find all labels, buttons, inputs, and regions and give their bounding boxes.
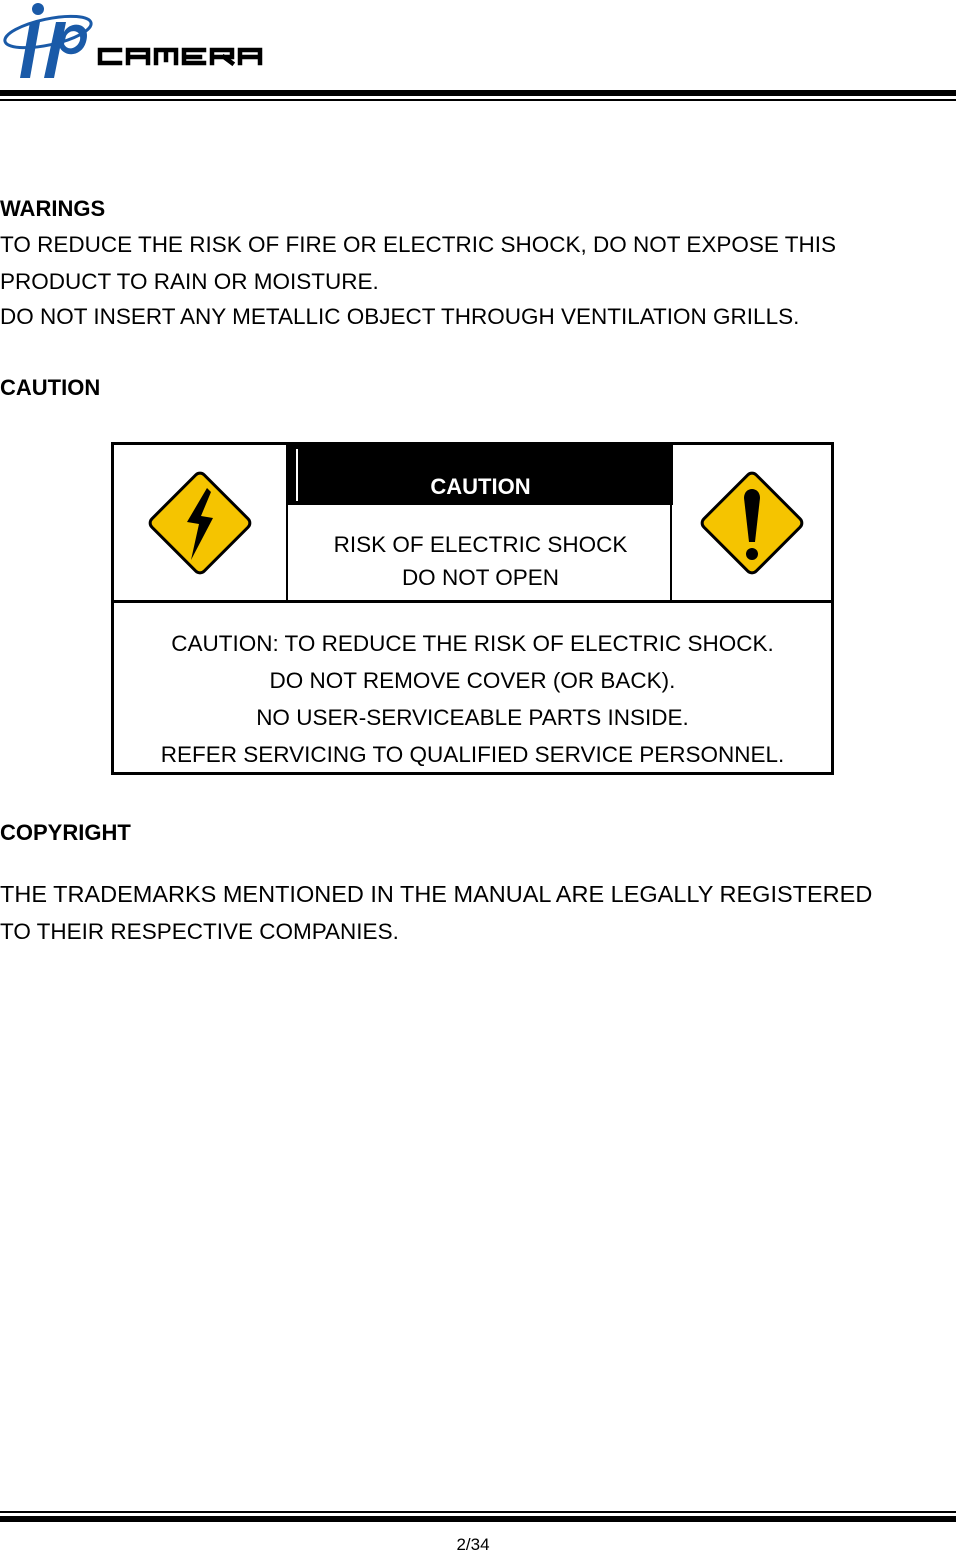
page-number: 2/34 <box>456 1535 490 1554</box>
caution-risk-cell <box>288 505 673 600</box>
caution-risk-line: RISK OF ELECTRIC SHOCK <box>333 532 628 557</box>
caution-body-cell <box>114 600 831 772</box>
warnings-heading: WARINGS <box>0 196 106 221</box>
copyright-heading: COPYRIGHT <box>0 820 131 845</box>
warning-line-1: TO REDUCE THE RISK OF FIRE OR ELECTRIC SHOCK, DO NOT EXPOSE THIS <box>0 232 836 257</box>
caution-left-icon-cell <box>114 445 288 600</box>
footer-rule-thick <box>0 1516 956 1522</box>
caution-right-icon-cell <box>670 445 831 600</box>
electric-shock-warning-icon <box>141 464 259 582</box>
caution-body-line: REFER SERVICING TO QUALIFIED SERVICE PERSONNEL. <box>160 742 785 767</box>
caution-title-cell <box>288 445 673 505</box>
ip-camera-logo <box>0 0 270 90</box>
copyright-line-1: THE TRADEMARKS MENTIONED IN THE MANUAL ARE LEGALLY REGISTERED <box>0 881 873 907</box>
header-rule-thin <box>0 99 956 101</box>
caution-body-line: NO USER-SERVICEABLE PARTS INSIDE. <box>256 705 689 730</box>
footer-rule-thin <box>0 1511 956 1513</box>
warning-line-3: DO NOT INSERT ANY METALLIC OBJECT THROUGH VENTILATION GRILLS. <box>0 304 800 329</box>
warning-line-2: PRODUCT TO RAIN OR MOISTURE. <box>0 269 379 294</box>
caution-title: CAUTION <box>430 474 531 499</box>
caution-label <box>111 442 834 775</box>
caution-risk-line: DO NOT OPEN <box>401 565 560 590</box>
caution-body-line: DO NOT REMOVE COVER (OR BACK). <box>269 668 676 693</box>
exclamation-warning-icon <box>693 464 811 582</box>
ip-camera-logo-icon <box>0 0 270 90</box>
caution-body-line: CAUTION: TO REDUCE THE RISK OF ELECTRIC SHOCK. <box>171 631 774 656</box>
header-rule-thick <box>0 90 956 96</box>
caution-heading: CAUTION <box>0 375 101 400</box>
caution-title-edge <box>296 449 298 501</box>
copyright-line-2: TO THEIR RESPECTIVE COMPANIES. <box>0 919 399 944</box>
